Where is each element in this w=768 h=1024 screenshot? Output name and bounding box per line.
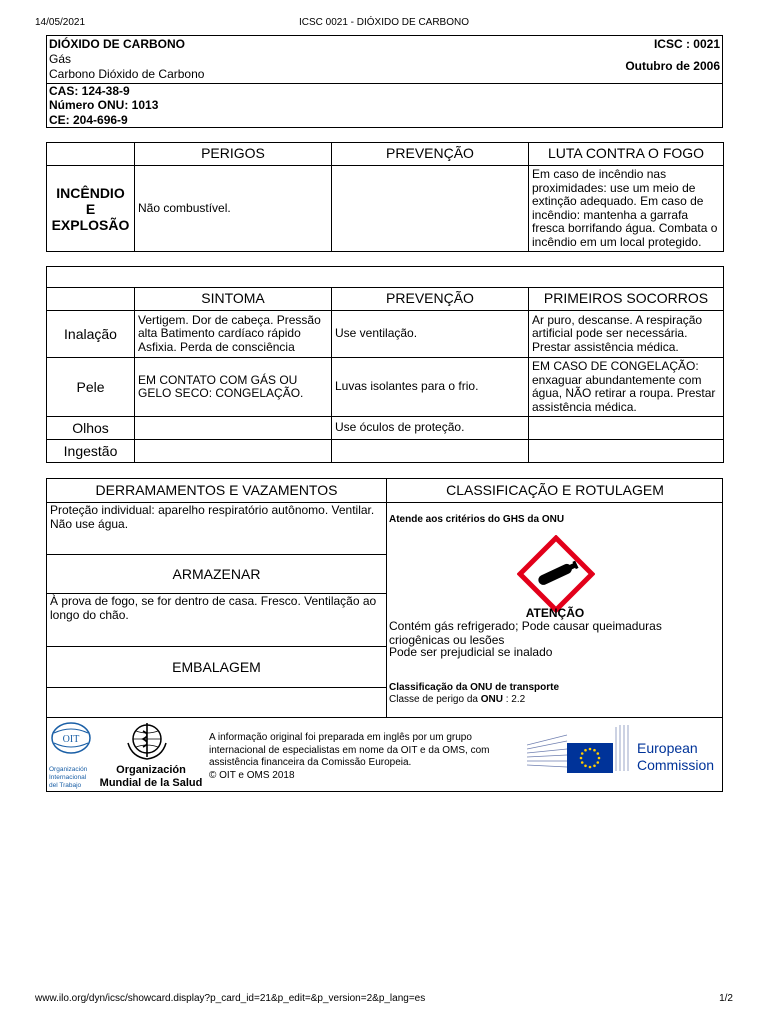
skin-first-aid: EM CASO DE CONGELAÇÃO: enxaguar abundantemente com água, NÃO retirar a roupa. Prestar assistência médica.	[529, 358, 724, 417]
transport-onu: ONU	[480, 694, 503, 705]
eyes-symptom	[135, 417, 332, 440]
inhalation-prevention: Use ventilação.	[332, 311, 529, 358]
eu-star	[593, 749, 596, 752]
ilo-line: Organización	[49, 766, 88, 773]
divider	[47, 83, 722, 84]
hazard-statement-2: Pode ser prejudicial se inalado	[389, 645, 553, 659]
who-emblem-icon	[124, 721, 170, 761]
ec-name	[637, 740, 714, 774]
fire-hazards: Não combustível.	[135, 166, 332, 252]
spills-text: Proteção individual: aparelho respiratório autônomo. Ventilar. Não use água.	[50, 503, 375, 531]
ec-line: European	[637, 740, 698, 756]
eu-building-flag-icon	[527, 723, 632, 773]
ilo-mark: OIT	[62, 734, 80, 745]
icsc-number: ICSC : 0021	[653, 37, 720, 51]
identity-block	[46, 35, 723, 128]
gas-cylinder-pictogram-icon	[517, 535, 595, 613]
storage-text: À prova de fogo, se for dentro de casa. Fresco. Ventilação ao longo do chão.	[50, 594, 377, 622]
cas-number: CAS: 124-38-9	[49, 84, 130, 98]
eu-star	[581, 752, 584, 755]
transport-label: Classe de perigo da	[389, 694, 481, 705]
eu-star	[589, 766, 592, 769]
print-title: ICSC 0021 - DIÓXIDO DE CARBONO	[298, 17, 470, 28]
vertical-divider	[386, 479, 387, 717]
fire-prevention	[332, 166, 529, 252]
logos-block	[46, 717, 723, 792]
eu-star	[581, 761, 584, 764]
row-label-skin: Pele	[47, 358, 135, 417]
ingestion-symptom	[135, 440, 332, 463]
fire-firefighting: Em caso de incêndio nas proximidades: use um meio de extinção adequado. Em caso de incêndio: mantenha a garrafa fresca borrifando água. Combata o incêndio em um local protegido.	[529, 166, 724, 252]
header-prevention: PREVENÇÃO	[332, 143, 529, 166]
transport-value: : 2.2	[502, 694, 526, 705]
ingestion-prevention	[332, 440, 529, 463]
un-number: Número ONU: 1013	[49, 98, 159, 112]
packaging-title: EMBALAGEM	[172, 659, 261, 675]
empty-header-cell	[47, 143, 135, 166]
row-label-eyes: Olhos	[47, 417, 135, 440]
footer-copyright: © OIT e OMS 2018	[209, 769, 295, 781]
bottom-block	[46, 478, 723, 718]
physical-state: Gás	[49, 52, 72, 66]
ilo-line: del Trabajo	[49, 782, 82, 789]
transport-title: Classificação da ONU de transporte	[389, 682, 560, 693]
eu-star	[584, 749, 587, 752]
row-label-ingestion: Ingestão	[47, 440, 135, 463]
skin-prevention: Luvas isolantes para o frio.	[332, 358, 529, 417]
exposure-table	[46, 266, 724, 463]
signal-word: ATENÇÃO	[525, 606, 585, 620]
fire-table	[46, 142, 724, 252]
print-date: 14/05/2021	[35, 17, 86, 28]
divider	[386, 502, 722, 503]
eu-star	[589, 748, 592, 751]
inhalation-first-aid: Ar puro, descanse. A respiração artificial pode ser necessária. Prestar assistência médica.	[529, 311, 724, 358]
eyes-first-aid	[529, 417, 724, 440]
inhalation-symptom: Vertigem. Dor de cabeça. Pressão alta Batimento cardíaco rápido Asfixia. Perda de consciência	[135, 311, 332, 358]
ingestion-first-aid	[529, 440, 724, 463]
storage-title: ARMAZENAR	[172, 566, 261, 582]
chemical-name: DIÓXIDO DE CARBONO	[49, 37, 186, 51]
eu-star	[593, 764, 596, 767]
ghs-note: Atende aos critérios do GHS da ONU	[389, 514, 565, 525]
footer-text	[209, 732, 529, 782]
header-symptom: SINTOMA	[135, 288, 332, 311]
header-prevention: PREVENÇÃO	[332, 288, 529, 311]
skin-symptom: EM CONTATO COM GÁS OU GELO SECO: CONGELAÇÃO.	[135, 358, 332, 417]
who-name	[95, 764, 207, 789]
ilo-name	[49, 766, 87, 790]
ce-number: CE: 204-696-9	[49, 113, 128, 127]
ilo-line: Internacional	[49, 774, 87, 781]
transport-class	[389, 693, 525, 707]
eu-star	[580, 757, 583, 760]
hazard-statement-1: Contém gás refrigerado; Pode causar queimaduras criogênicas ou lesões	[389, 619, 662, 647]
exposure-title-cell	[47, 267, 724, 288]
divider	[47, 554, 386, 555]
card-date: Outubro de 2006	[625, 59, 720, 73]
row-label-inhalation: Inalação	[47, 311, 135, 358]
eu-star	[596, 761, 599, 764]
synonyms: Carbono Dióxido de Carbono	[49, 67, 205, 81]
print-header	[0, 17, 768, 31]
eyes-prevention: Use óculos de proteção.	[332, 417, 529, 440]
header-first-aid: PRIMEIROS SOCORROS	[529, 288, 724, 311]
divider	[47, 687, 386, 688]
spills-title: DERRAMAMENTOS E VAZAMENTOS	[95, 482, 338, 498]
eu-star	[596, 752, 599, 755]
header-firefighting: LUTA CONTRA O FOGO	[529, 143, 724, 166]
eu-star	[598, 757, 601, 760]
classification-title: CLASSIFICAÇÃO E ROTULAGEM	[446, 482, 664, 498]
divider	[47, 646, 386, 647]
eu-flag	[567, 743, 613, 773]
ilo-logo-icon	[50, 721, 92, 755]
footer-credit: A informação original foi preparada em inglês por um grupo internacional de especialistas em nome da OIT e da OMS, com assistência financeira da Comissão Europeia.	[209, 732, 490, 768]
row-label-fire: INCÊNDIO E EXPLOSÃO	[47, 166, 135, 252]
page-url: www.ilo.org/dyn/icsc/showcard.display?p_card_id=21&p_edit=&p_version=2&p_lang=es	[35, 993, 426, 1004]
eu-star	[584, 764, 587, 767]
header-hazards: PERIGOS	[135, 143, 332, 166]
who-line: Organización	[116, 764, 186, 776]
page-number: 1/2	[719, 993, 733, 1004]
who-line: Mundial de la Salud	[99, 776, 203, 789]
ec-line: Commission	[637, 757, 715, 773]
empty-header-cell	[47, 288, 135, 311]
